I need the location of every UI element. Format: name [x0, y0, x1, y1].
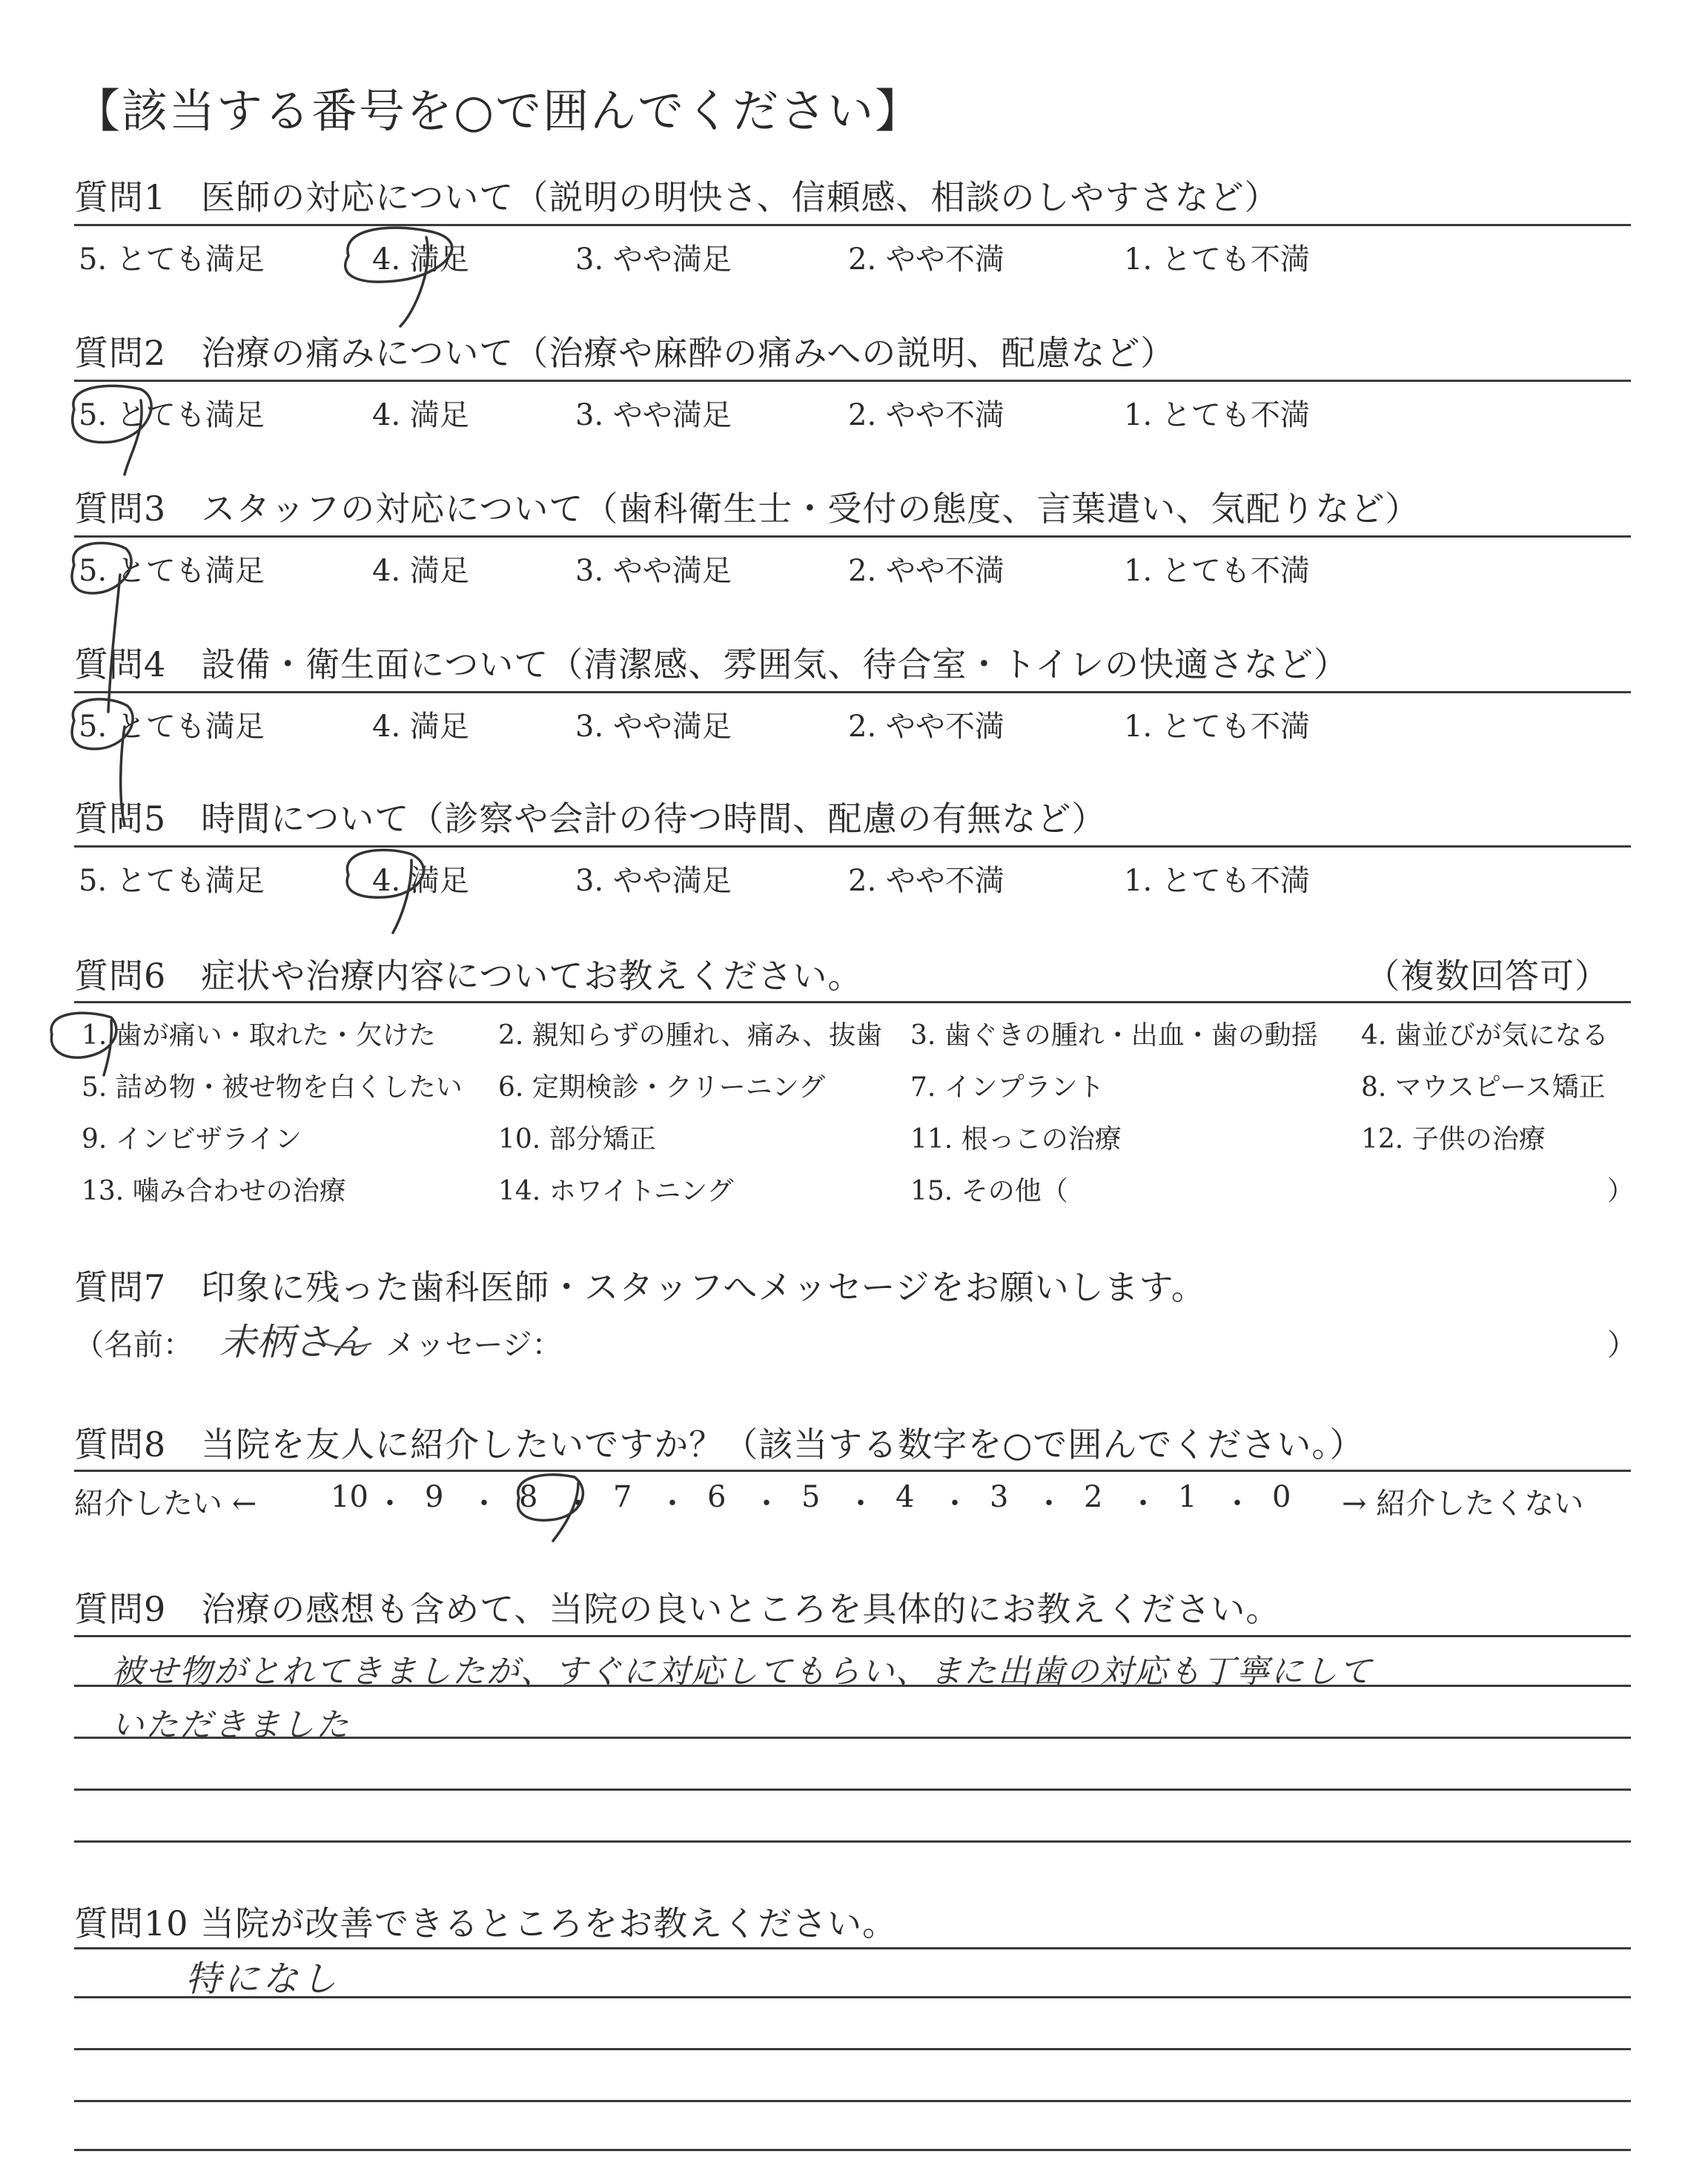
q6-option-11[interactable]: 11. 根っこの治療 — [910, 1124, 1122, 1155]
q6-option-10[interactable]: 10. 部分矯正 — [498, 1124, 656, 1155]
q8-separator: ・ — [563, 1487, 593, 1521]
q2-option-2[interactable]: 2. やや不満 — [848, 398, 1004, 432]
q2-title: 質問2 治療の痛みについて（治療や麻酔の痛みへの説明、配慮など） — [74, 333, 1176, 373]
q6-option-6[interactable]: 6. 定期検診・クリーニング — [498, 1072, 826, 1103]
q10-title: 質問10 当院が改善できるところをお教えください。 — [74, 1903, 898, 1943]
q8-separator: ・ — [1128, 1487, 1158, 1521]
q6-option-9[interactable]: 9. インビザライン — [82, 1124, 302, 1155]
q6-option-13[interactable]: 13. 噛み合わせの治療 — [82, 1176, 346, 1206]
q5-option-1[interactable]: 1. とても不満 — [1124, 864, 1310, 898]
q6-option-3[interactable]: 3. 歯ぐきの腫れ・出血・歯の動揺 — [910, 1020, 1318, 1051]
q5-title: 質問5 時間について（診察や会計の待つ時間、配慮の有無など） — [74, 799, 1107, 839]
q9-rule-1 — [74, 1635, 1631, 1637]
q8-scale-5[interactable]: 5 — [801, 1480, 821, 1514]
q3-title: 質問3 スタッフの対応について（歯科衛生士・受付の態度、言葉遣い、気配りなど） — [74, 489, 1420, 529]
q6-option-1[interactable]: 1. 歯が痛い・取れた・欠けた — [82, 1020, 436, 1051]
q8-separator: ・ — [469, 1487, 499, 1521]
q4-option-1[interactable]: 1. とても不満 — [1124, 710, 1310, 744]
q1-title: 質問1 医師の対応について（説明の明快さ、信頼感、相談のしやすさなど） — [74, 177, 1280, 217]
q1-option-1[interactable]: 1. とても不満 — [1124, 242, 1310, 277]
q4-option-5[interactable]: 5. とても満足 — [79, 710, 265, 744]
q5-option-5[interactable]: 5. とても満足 — [79, 864, 265, 898]
q7-name-handwritten[interactable]: 未柄さん — [219, 1321, 368, 1364]
q8-scale-8[interactable]: 8 — [519, 1480, 538, 1514]
q3-option-2[interactable]: 2. やや不満 — [848, 554, 1004, 588]
q1-rule — [74, 224, 1631, 226]
q6-option-7[interactable]: 7. インプラント — [910, 1072, 1105, 1103]
q6-option-15-close: ） — [1607, 1176, 1635, 1206]
q10-rule-1 — [74, 1947, 1631, 1949]
q10-rule-5 — [74, 2149, 1631, 2151]
q3-option-1[interactable]: 1. とても不満 — [1124, 554, 1310, 588]
q8-scale-2[interactable]: 2 — [1084, 1480, 1103, 1514]
q8-scale-1[interactable]: 1 — [1178, 1480, 1197, 1514]
q9-rule-5 — [74, 1840, 1631, 1843]
q3-rule — [74, 535, 1631, 538]
q9-rule-4 — [74, 1789, 1631, 1791]
q7-name-label: （名前： — [74, 1328, 193, 1362]
q5-option-4[interactable]: 4. 満足 — [372, 864, 469, 898]
q10-rule-3 — [74, 2048, 1631, 2050]
q1-option-3[interactable]: 3. やや満足 — [575, 242, 732, 277]
q3-option-5[interactable]: 5. とても満足 — [79, 554, 265, 588]
q8-scale-6[interactable]: 6 — [707, 1480, 726, 1514]
q4-title: 質問4 設備・衛生面について（清潔感、雰囲気、待合室・トイレの快適さなど） — [74, 644, 1349, 684]
q4-option-3[interactable]: 3. やや満足 — [575, 710, 732, 744]
q2-option-5[interactable]: 5. とても満足 — [79, 398, 265, 432]
q9-answer-line-2[interactable]: いただきました — [111, 1706, 350, 1744]
q6-option-4[interactable]: 4. 歯並びが気になる — [1361, 1020, 1609, 1051]
q8-separator: ・ — [1222, 1487, 1252, 1521]
q8-scale-9[interactable]: 9 — [425, 1480, 444, 1514]
q10-rule-4 — [74, 2100, 1631, 2102]
q6-rule — [74, 1001, 1631, 1003]
q8-scale-3[interactable]: 3 — [990, 1480, 1009, 1514]
q6-option-5[interactable]: 5. 詰め物・被せ物を白くしたい — [82, 1072, 463, 1103]
q8-scale-10[interactable]: 10 — [331, 1480, 368, 1514]
q7-close-paren: ） — [1607, 1328, 1637, 1362]
q4-option-2[interactable]: 2. やや不満 — [848, 710, 1004, 744]
q1-option-4[interactable]: 4. 満足 — [372, 242, 469, 277]
q1-option-2[interactable]: 2. やや不満 — [848, 242, 1004, 277]
q6-title: 質問6 症状や治療内容についてお教えください。 — [74, 956, 863, 996]
q3-option-4[interactable]: 4. 満足 — [372, 554, 469, 588]
q5-option-2[interactable]: 2. やや不満 — [848, 864, 1004, 898]
q8-right-label: → 紹介したくない — [1342, 1487, 1584, 1521]
q4-rule — [74, 691, 1631, 693]
q6-multiple-note: （複数回答可） — [1366, 956, 1609, 996]
form-header: 【該当する番号を○で囲んでください】 — [74, 84, 923, 138]
q6-option-14[interactable]: 14. ホワイトニング — [498, 1176, 734, 1206]
q8-rule — [74, 1470, 1631, 1472]
q2-option-3[interactable]: 3. やや満足 — [575, 398, 732, 432]
q6-option-2[interactable]: 2. 親知らずの腫れ、痛み、抜歯 — [498, 1020, 883, 1051]
q8-separator: ・ — [940, 1487, 970, 1521]
q8-scale-7[interactable]: 7 — [613, 1480, 632, 1514]
q2-rule — [74, 380, 1631, 382]
q2-option-1[interactable]: 1. とても不満 — [1124, 398, 1310, 432]
q8-separator: ・ — [375, 1487, 405, 1521]
q5-option-3[interactable]: 3. やや満足 — [575, 864, 732, 898]
q9-answer-line-1[interactable]: 被せ物がとれてきましたが、すぐに対応してもらい、また出歯の対応も丁寧にして — [111, 1653, 1373, 1691]
q8-separator: ・ — [1034, 1487, 1064, 1521]
q8-separator: ・ — [752, 1487, 781, 1521]
q10-answer[interactable]: 特になし — [185, 1958, 340, 2000]
q5-rule — [74, 845, 1631, 848]
q8-scale-0[interactable]: 0 — [1272, 1480, 1291, 1514]
q6-option-12[interactable]: 12. 子供の治療 — [1361, 1124, 1546, 1155]
q8-separator: ・ — [846, 1487, 875, 1521]
q8-separator: ・ — [658, 1487, 687, 1521]
q9-title: 質問9 治療の感想も含めて、当院の良いところを具体的にお教えください。 — [74, 1589, 1281, 1629]
q6-option-8[interactable]: 8. マウスピース矯正 — [1361, 1072, 1606, 1103]
q8-title: 質問8 当院を友人に紹介したいですか？（該当する数字を○で囲んでください。） — [74, 1424, 1365, 1464]
q7-title: 質問7 印象に残った歯科医師・スタッフへメッセージをお願いします。 — [74, 1267, 1206, 1307]
q4-option-4[interactable]: 4. 満足 — [372, 710, 469, 744]
q2-option-4[interactable]: 4. 満足 — [372, 398, 469, 432]
q1-option-5[interactable]: 5. とても満足 — [79, 242, 265, 277]
q8-left-label: 紹介したい ← — [74, 1487, 257, 1521]
q8-scale-4[interactable]: 4 — [896, 1480, 915, 1514]
q7-message-label: メッセージ： — [385, 1328, 562, 1362]
q6-option-15[interactable]: 15. その他（ — [910, 1176, 1068, 1206]
q3-option-3[interactable]: 3. やや満足 — [575, 554, 732, 588]
